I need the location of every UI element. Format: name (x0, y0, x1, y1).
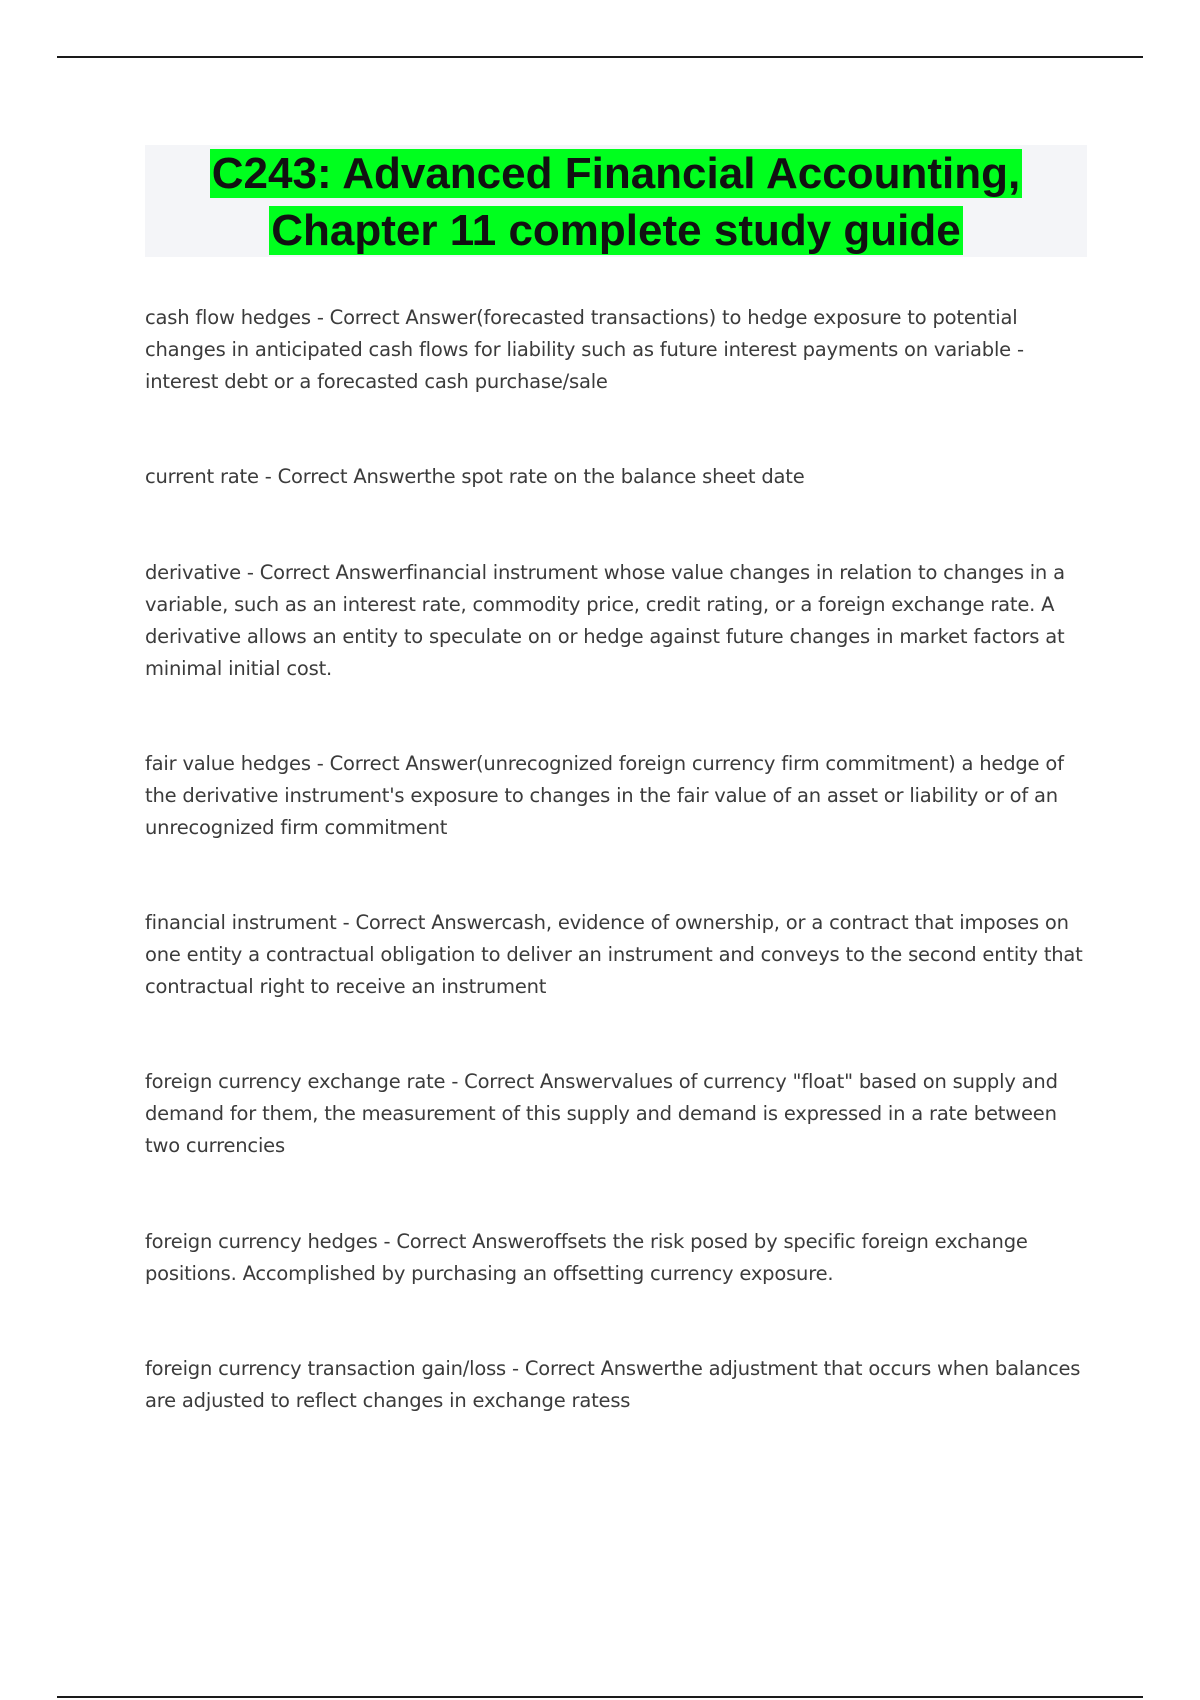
entry-separator: - Correct Answer (258, 465, 424, 488)
entry-separator: - Correct Answer (377, 1230, 543, 1253)
header-rule (57, 56, 1143, 58)
glossary-entry (145, 557, 1090, 685)
entry-term: cash flow hedges (145, 306, 311, 329)
entry-definition: (forecasted transactions) to hedge exposure to potential changes in anticipated cash flows for liability such as future interest payments on variable -interest debt or a forecasted cash purchase/sale (145, 306, 1024, 393)
entry-definition: the adjustment that occurs when balances are adjusted to reflect changes in exchange ratess (145, 1357, 1081, 1412)
entry-definition: (unrecognized foreign currency firm commitment) a hedge of the derivative instrument's exposure to changes in the fair value of an asset or liability or of an unrecognized firm commitment (145, 752, 1064, 839)
entry-definition: offsets the risk posed by specific foreign exchange positions. Accomplished by purchasing an offsetting currency exposure. (145, 1230, 1028, 1285)
footer-rule (57, 1696, 1143, 1698)
title-line-1: C243: Advanced Financial Accounting, (211, 149, 1021, 198)
glossary-entry (145, 748, 1090, 844)
page-title (145, 145, 1087, 259)
glossary-list (145, 302, 1090, 1417)
entry-term: foreign currency hedges (145, 1230, 378, 1253)
title-box (145, 145, 1087, 257)
entry-separator: - Correct Answer (310, 752, 477, 775)
entry-definition: the spot rate on the balance sheet date (424, 465, 805, 488)
entry-term: current rate (145, 465, 259, 488)
entry-definition: values of currency "float" based on supply and demand for them, the measurement of this supply and demand is expressed in a rate between two currencies (145, 1070, 1058, 1157)
entry-separator: - Correct Answer (240, 561, 407, 584)
entry-definition: cash, evidence of ownership, or a contract that imposes on one entity a contractual obligation to deliver an instrument and conveys to the second entity that contractual right to receive an instrument (145, 911, 1083, 998)
entry-term: foreign currency transaction gain/loss (145, 1357, 506, 1380)
entry-term: derivative (145, 561, 241, 584)
entry-separator: - Correct Answer (310, 306, 477, 329)
entry-term: foreign currency exchange rate (145, 1070, 446, 1093)
entry-term: financial instrument (145, 911, 337, 934)
entry-term: fair value hedges (145, 752, 311, 775)
title-line-2: Chapter 11 complete study guide (271, 206, 961, 255)
glossary-entry (145, 1066, 1090, 1162)
entry-separator: - Correct Answer (336, 911, 502, 934)
glossary-entry (145, 1226, 1090, 1290)
entry-definition: financial instrument whose value changes in relation to changes in a variable, such as an interest rate, commodity price, credit rating, or a foreign exchange rate. A derivative allows an entity to speculate on or hedge against future changes in market factors at minimal initial cost. (145, 561, 1065, 680)
entry-separator: - Correct Answer (506, 1357, 672, 1380)
glossary-entry (145, 1353, 1090, 1417)
glossary-entry (145, 461, 1090, 493)
entry-separator: - Correct Answer (445, 1070, 611, 1093)
glossary-entry (145, 907, 1090, 1003)
glossary-entry (145, 302, 1090, 398)
